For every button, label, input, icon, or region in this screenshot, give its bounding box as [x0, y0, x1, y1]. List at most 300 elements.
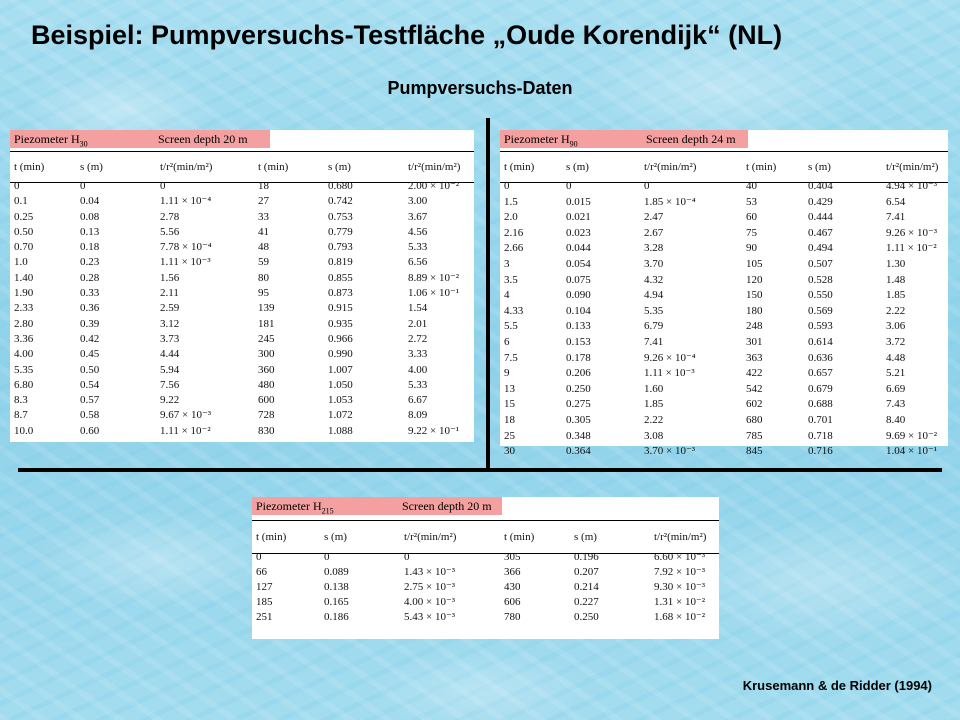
column-header: s (m) [80, 161, 103, 173]
table-cell: 1.85 [644, 398, 664, 411]
table-cell: 0.207 [574, 566, 599, 578]
table-cell: 2.75 × 10⁻³ [404, 581, 456, 593]
table-cell: 10.0 [14, 424, 34, 437]
table-row [14, 332, 470, 347]
table-cell: 1.85 [886, 289, 906, 302]
table-cell: 9.22 [160, 394, 180, 407]
table-cell: 127 [256, 581, 273, 593]
table-cell: 0.793 [328, 241, 353, 254]
column-header: s (m) [808, 161, 831, 173]
table-cell: 75 [746, 226, 757, 239]
table-row [504, 241, 944, 257]
table-cell: 6.69 [886, 382, 906, 395]
table-cell: 0.404 [808, 180, 833, 192]
table-cell: 3.33 [408, 348, 428, 361]
table-cell: 0.021 [566, 211, 591, 224]
table-cell: 150 [746, 289, 763, 302]
table-cell: 1.60 [644, 382, 664, 395]
table-cell: 2.78 [160, 210, 180, 223]
table-cell: 7.43 [886, 398, 906, 411]
table-row [504, 179, 944, 195]
table-row [504, 226, 944, 242]
table-cell: 139 [258, 302, 275, 315]
table-cell: 4.00 [408, 363, 428, 376]
table-cell: 2.33 [14, 302, 34, 315]
table-cell: 2.67 [644, 226, 664, 239]
table-row [14, 271, 470, 286]
table-cell: 8.3 [14, 394, 28, 407]
table-cell: 2.00 × 10⁻² [408, 180, 460, 192]
table-cell: 0 [404, 551, 410, 563]
table-cell: 0.250 [566, 382, 591, 395]
table-cell: 3.73 [160, 332, 180, 345]
piezometer-label: Piezometer $H_{90}$ [504, 132, 578, 149]
column-header: t (min) [14, 161, 45, 173]
table-cell: 0.364 [566, 445, 591, 458]
table-cell: 41 [258, 225, 269, 238]
table-cell: 0.54 [80, 378, 100, 391]
table-cell: 0.636 [808, 351, 833, 364]
table-cell: 0.966 [328, 332, 353, 345]
table-cell: 0.348 [566, 429, 591, 442]
column-header: t (min) [504, 161, 535, 173]
piezometer-label: Piezometer $H_{215}$ [256, 499, 334, 516]
table-cell: 8.89 × 10⁻² [408, 271, 460, 284]
table-row [14, 424, 470, 439]
table-cell: 2.80 [14, 317, 34, 330]
table-cell: 7.41 [886, 211, 906, 224]
column-header: s (m) [328, 161, 351, 173]
table-row [14, 347, 470, 362]
table-cell: 180 [746, 304, 763, 317]
table-cell: 0.1 [14, 195, 28, 208]
table-cell: 0.679 [808, 382, 833, 395]
column-header: t (min) [258, 161, 289, 173]
table-cell: 9.67 × 10⁻³ [160, 409, 212, 422]
table-row [504, 413, 944, 429]
table-cell: 0.138 [324, 581, 349, 593]
table-cell: 1.90 [14, 287, 34, 300]
table-cell: 1.43 × 10⁻³ [404, 566, 456, 578]
table-cell: 1.072 [328, 409, 353, 422]
table-cell: 95 [258, 287, 269, 300]
table-cell: 66 [256, 566, 267, 578]
table-cell: 0.716 [808, 445, 833, 458]
table-cell: 0.36 [80, 302, 100, 315]
column-header: t (min) [746, 161, 777, 173]
table-cell: 0.855 [328, 271, 353, 284]
table-row [14, 301, 470, 316]
table-cell: 5.21 [886, 367, 906, 380]
table-cell: 0 [80, 180, 86, 192]
table-row [504, 273, 944, 289]
table-cell: 5.5 [504, 320, 518, 333]
table-row [504, 429, 944, 445]
table-cell: 0.25 [14, 210, 34, 223]
table-row [504, 195, 944, 211]
table-cell: 0 [644, 180, 650, 192]
table-cell: 845 [746, 445, 763, 458]
table-cell: 0.089 [324, 566, 349, 578]
table-cell: 1.30 [886, 257, 906, 270]
table-cell: 9.26 × 10⁻³ [886, 226, 938, 239]
table-row [14, 240, 470, 255]
table-cell: 0.688 [808, 398, 833, 411]
table-cell: 1.088 [328, 424, 353, 437]
table-cell: 0.528 [808, 273, 833, 286]
table-cell: 4 [504, 289, 510, 302]
table-row [504, 444, 944, 460]
table-cell: 0.13 [80, 225, 100, 238]
table-cell: 3 [504, 257, 510, 270]
table-row [14, 363, 470, 378]
table-row [504, 319, 944, 335]
table-cell: 59 [258, 256, 269, 269]
table-cell: 8.7 [14, 409, 28, 422]
table-cell: 7.56 [160, 378, 180, 391]
column-header: t (min) [504, 531, 535, 543]
table-row [256, 550, 715, 565]
table-cell: 0.680 [328, 180, 353, 192]
table-cell: 181 [258, 317, 275, 330]
table-cell: 4.33 [504, 304, 524, 317]
table-cell: 3.70 [644, 257, 664, 270]
table-cell: 4.32 [644, 273, 664, 286]
table-cell: 3.06 [886, 320, 906, 333]
table-cell: 0.39 [80, 317, 100, 330]
table-cell: 728 [258, 409, 275, 422]
table-cell: 606 [504, 596, 521, 608]
column-header: t/r²(min/m²) [654, 531, 707, 543]
table-cell: 185 [256, 596, 273, 608]
table-cell: 1.11 × 10⁻⁴ [160, 195, 212, 208]
table-cell: 0.57 [80, 394, 100, 407]
screen-depth-label: Screen depth 20 m [402, 499, 492, 513]
table-row [504, 288, 944, 304]
table-cell: 0.28 [80, 271, 100, 284]
table-cell: 3.5 [504, 273, 518, 286]
table-cell: 0.70 [14, 241, 34, 254]
table-cell: 2.16 [504, 226, 524, 239]
table-cell: 0.227 [574, 596, 599, 608]
table-row [504, 351, 944, 367]
table-cell: 0.075 [566, 273, 591, 286]
table-cell: 600 [258, 394, 275, 407]
table-cell: 90 [746, 242, 757, 255]
table-cell: 6 [504, 335, 510, 348]
data-table [256, 524, 715, 625]
column-header: t (min) [256, 531, 287, 543]
table-cell: 1.56 [160, 271, 180, 284]
table-cell: 0.507 [808, 257, 833, 270]
table-cell: 1.11 × 10⁻² [886, 242, 937, 255]
panel-header [252, 497, 502, 515]
table-cell: 0 [324, 551, 330, 563]
table-cell: 6.67 [408, 394, 428, 407]
table-cell: 0.206 [566, 367, 591, 380]
table-row [14, 393, 470, 408]
table-cell: 120 [746, 273, 763, 286]
table-cell: 1.050 [328, 378, 353, 391]
table-cell: 9.26 × 10⁻⁴ [644, 351, 696, 364]
table-cell: 4.44 [160, 348, 180, 361]
table-cell: 1.40 [14, 271, 34, 284]
table-cell: 9.22 × 10⁻¹ [408, 424, 460, 437]
table-cell: 9 [504, 367, 510, 380]
table-cell: 1.007 [328, 363, 353, 376]
table-cell: 0.133 [566, 320, 591, 333]
table-cell: 5.56 [160, 225, 180, 238]
table-cell: 7.41 [644, 335, 664, 348]
table-cell: 366 [504, 566, 521, 578]
table-cell: 6.79 [644, 320, 664, 333]
table-cell: 8.09 [408, 409, 428, 422]
table-cell: 7.5 [504, 351, 518, 364]
table-cell: 680 [746, 413, 763, 426]
table-cell: 422 [746, 367, 763, 380]
table-cell: 8.40 [886, 413, 906, 426]
column-header: s (m) [566, 161, 589, 173]
table-cell: 0.178 [566, 351, 591, 364]
table-cell: 2.66 [504, 242, 524, 255]
table-cell: 6.60 × 10⁻³ [654, 551, 706, 563]
table-cell: 0.550 [808, 289, 833, 302]
table-row [14, 317, 470, 332]
table-cell: 4.00 × 10⁻³ [404, 596, 456, 608]
table-cell: 6.54 [886, 195, 906, 208]
table-cell: 1.04 × 10⁻¹ [886, 445, 938, 458]
table-cell: 0.04 [80, 195, 100, 208]
table-row [504, 382, 944, 398]
table-row [14, 194, 470, 209]
table-cell: 3.67 [408, 210, 428, 223]
table-cell: 0.250 [574, 611, 599, 623]
table-row [256, 580, 715, 595]
table-row [14, 210, 470, 225]
table-cell: 30 [504, 445, 515, 458]
table-cell: 4.56 [408, 225, 428, 238]
slide-subtitle: Pumpversuchs-Daten [387, 78, 573, 98]
table-cell: 830 [258, 424, 275, 437]
table-cell: 1.31 × 10⁻² [654, 596, 706, 608]
data-table [504, 155, 944, 460]
table-cell: 1.053 [328, 394, 353, 407]
table-cell: 0.915 [328, 302, 353, 315]
table-cell: 3.12 [160, 317, 180, 330]
table-cell: 0.33 [80, 287, 100, 300]
table-cell: 251 [256, 611, 273, 623]
table-cell: 1.11 × 10⁻² [160, 424, 211, 437]
table-cell: 0.165 [324, 596, 349, 608]
table-cell: 301 [746, 335, 763, 348]
table-cell: 0 [256, 551, 262, 563]
table-cell: 48 [258, 241, 269, 254]
panel-header [10, 130, 270, 148]
table-cell: 0 [14, 180, 20, 192]
table-row [14, 255, 470, 270]
column-header: t/r²(min/m²) [408, 161, 461, 173]
table-cell: 2.11 [160, 287, 179, 300]
table-cell: 1.06 × 10⁻¹ [408, 287, 460, 300]
table-row [504, 210, 944, 226]
table-cell: 0.614 [808, 335, 833, 348]
table-cell: 0.08 [80, 210, 100, 223]
table-row [256, 610, 715, 625]
table-cell: 0.718 [808, 429, 833, 442]
column-header: t/r²(min/m²) [404, 531, 457, 543]
table-cell: 248 [746, 320, 763, 333]
table-cell: 9.30 × 10⁻³ [654, 581, 706, 593]
table-cell: 0.429 [808, 195, 833, 208]
table-cell: 0.50 [14, 225, 34, 238]
column-header: t/r²(min/m²) [160, 161, 213, 173]
table-cell: 13 [504, 382, 515, 395]
table-cell: 6.56 [408, 256, 428, 269]
table-cell: 4.94 [644, 289, 664, 302]
table-cell: 480 [258, 378, 275, 391]
table-cell: 0.23 [80, 256, 100, 269]
table-cell: 2.59 [160, 302, 180, 315]
table-cell: 0.753 [328, 210, 353, 223]
table-cell: 1.85 × 10⁻⁴ [644, 195, 696, 208]
column-header: s (m) [574, 531, 597, 543]
table-cell: 2.72 [408, 332, 428, 345]
table-cell: 0 [504, 180, 510, 192]
source-credit: Krusemann & de Ridder (1994) [742, 678, 932, 693]
table-cell: 1.0 [14, 256, 28, 269]
table-cell: 0.779 [328, 225, 353, 238]
table-cell: 1.11 × 10⁻³ [644, 367, 695, 380]
table-cell: 0.305 [566, 413, 591, 426]
horizontal-divider [18, 468, 942, 472]
table-cell: 5.33 [408, 378, 428, 391]
table-cell: 0.153 [566, 335, 591, 348]
table-cell: 3.70 × 10⁻³ [644, 445, 696, 458]
table-cell: 0.196 [574, 551, 599, 563]
table-cell: 1.68 × 10⁻² [654, 611, 706, 623]
table-cell: 5.43 × 10⁻³ [404, 611, 456, 623]
table-cell: 3.00 [408, 195, 428, 208]
table-cell: 785 [746, 429, 763, 442]
screen-depth-label: Screen depth 24 m [646, 132, 736, 146]
table-cell: 1.5 [504, 195, 518, 208]
column-header: t/r²(min/m²) [644, 161, 697, 173]
table-cell: 305 [504, 551, 521, 563]
table-cell: 0.467 [808, 226, 833, 239]
table-cell: 542 [746, 382, 763, 395]
table-cell: 0.444 [808, 211, 833, 224]
table-cell: 0.935 [328, 317, 353, 330]
table-cell: 3.28 [644, 242, 664, 255]
table-cell: 0.593 [808, 320, 833, 333]
table-cell: 0.60 [80, 424, 100, 437]
table-cell: 0.275 [566, 398, 591, 411]
table-row [14, 408, 470, 423]
table-cell: 33 [258, 210, 269, 223]
table-cell: 6.80 [14, 378, 34, 391]
table-cell: 5.35 [644, 304, 664, 317]
table-row [256, 565, 715, 580]
table-cell: 15 [504, 398, 515, 411]
table-cell: 7.92 × 10⁻³ [654, 566, 706, 578]
table-cell: 18 [258, 180, 269, 192]
table-cell: 40 [746, 180, 757, 192]
table-cell: 2.01 [408, 317, 428, 330]
table-cell: 0.186 [324, 611, 349, 623]
table-cell: 18 [504, 413, 515, 426]
piezometer-label: Piezometer $H_{30}$ [14, 132, 88, 149]
table-cell: 430 [504, 581, 521, 593]
table-cell: 5.33 [408, 241, 428, 254]
table-cell: 0.023 [566, 226, 591, 239]
table-cell: 0.819 [328, 256, 353, 269]
table-cell: 0.742 [328, 195, 353, 208]
table-cell: 0.494 [808, 242, 833, 255]
table-cell: 0.090 [566, 289, 591, 302]
table-cell: 0.50 [80, 363, 100, 376]
table-cell: 3.72 [886, 335, 906, 348]
table-cell: 2.22 [886, 304, 906, 317]
table-cell: 0 [160, 180, 166, 192]
table-cell: 5.35 [14, 363, 34, 376]
table-cell: 0.701 [808, 413, 833, 426]
table-cell: 5.94 [160, 363, 180, 376]
table-cell: 0.990 [328, 348, 353, 361]
screen-depth-label: Screen depth 20 m [158, 132, 248, 146]
table-cell: 7.78 × 10⁻⁴ [160, 241, 212, 254]
table-row [504, 335, 944, 351]
table-row [256, 595, 715, 610]
table-row [504, 366, 944, 382]
table-cell: 0 [566, 180, 572, 192]
table-cell: 4.00 [14, 348, 34, 361]
table-cell: 300 [258, 348, 275, 361]
table-cell: 0.18 [80, 241, 100, 254]
table-cell: 0.58 [80, 409, 100, 422]
slide-title: Beispiel: Pumpversuchs-Testfläche „Oude Korendijk“ (NL) [31, 20, 783, 50]
panel-header [500, 130, 748, 148]
table-cell: 0.42 [80, 332, 100, 345]
table-cell: 0.873 [328, 287, 353, 300]
table-cell: 80 [258, 271, 269, 284]
table-panel-h215 [252, 497, 719, 639]
table-panel-h30 [10, 130, 474, 442]
table-cell: 0.044 [566, 242, 591, 255]
column-header: s (m) [324, 531, 347, 543]
table-cell: 0.569 [808, 304, 833, 317]
table-cell: 105 [746, 257, 763, 270]
table-cell: 1.11 × 10⁻³ [160, 256, 211, 269]
table-cell: 602 [746, 398, 763, 411]
table-cell: 3.36 [14, 332, 34, 345]
table-cell: 1.54 [408, 302, 428, 315]
table-cell: 53 [746, 195, 757, 208]
table-row [504, 304, 944, 320]
table-cell: 9.69 × 10⁻² [886, 429, 938, 442]
table-cell: 363 [746, 351, 763, 364]
table-row [14, 286, 470, 301]
table-cell: 0.657 [808, 367, 833, 380]
table-cell: 27 [258, 195, 269, 208]
table-cell: 25 [504, 429, 515, 442]
column-header: t/r²(min/m²) [886, 161, 939, 173]
table-cell: 0.015 [566, 195, 591, 208]
table-cell: 4.48 [886, 351, 906, 364]
data-table [14, 155, 470, 439]
table-cell: 2.22 [644, 413, 664, 426]
table-cell: 1.48 [886, 273, 906, 286]
table-row [504, 257, 944, 273]
